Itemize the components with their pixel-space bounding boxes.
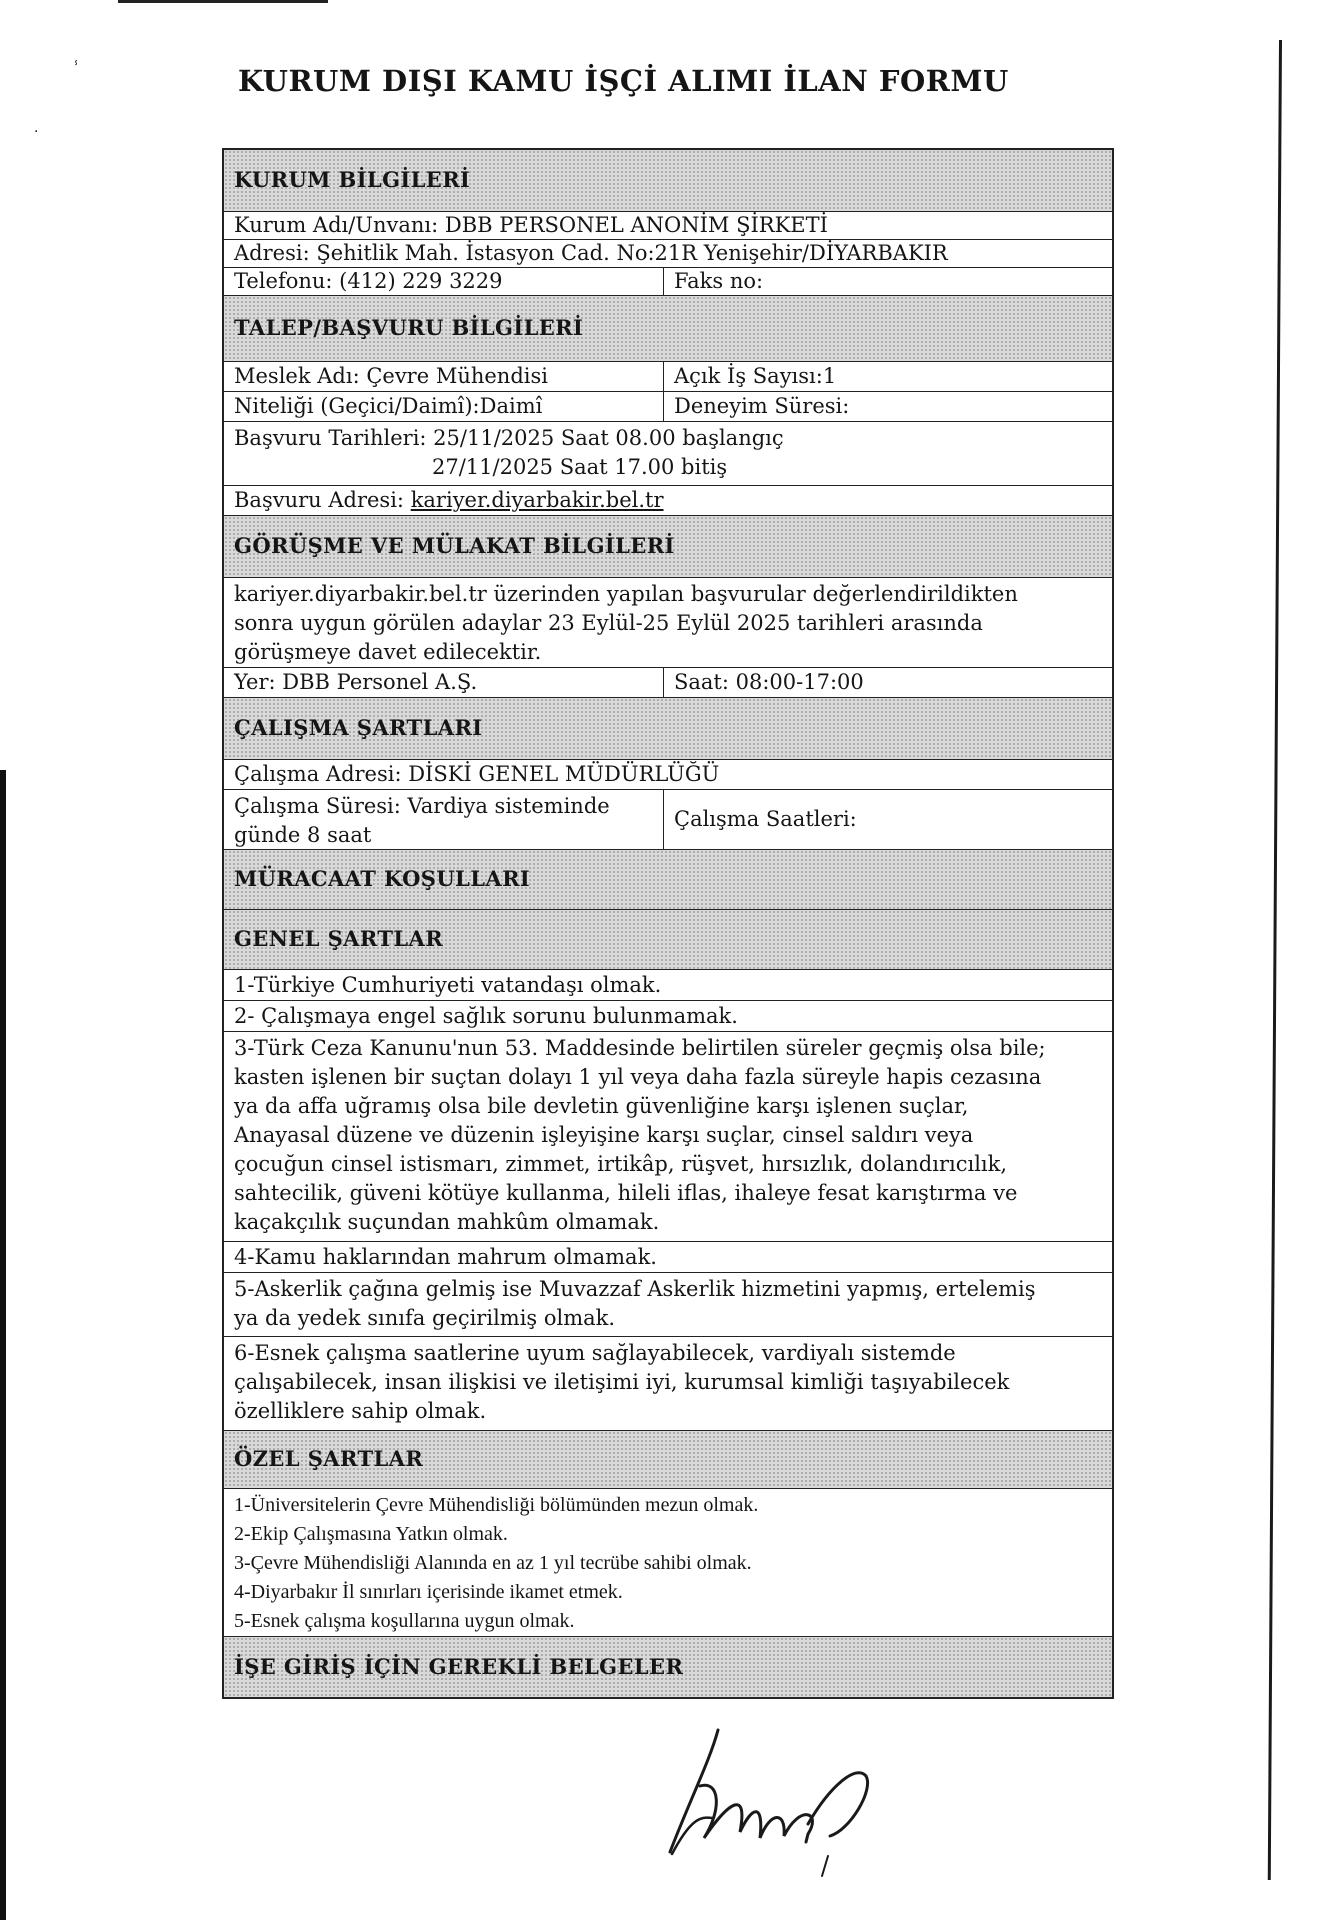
ozel-sart-item: 3-Çevre Mühendisliği Alanında en az 1 yıl tecrübe sahibi olmak. xyxy=(234,1552,752,1574)
genel-sart-5 xyxy=(224,1273,1112,1336)
section-gorusme xyxy=(224,516,1112,578)
section-muracaat xyxy=(224,850,1112,910)
row-genel-4 xyxy=(224,1242,1112,1273)
basvuru-adresi-link[interactable]: kariyer.diyarbakir.bel.tr xyxy=(410,488,664,513)
ozel-sart-item: 2-Ekip Çalışmasına Yatkın olmak. xyxy=(234,1523,508,1545)
row-meslek xyxy=(224,362,1112,392)
row-telefon-faks xyxy=(224,268,1112,296)
row-calisma-suresi xyxy=(224,790,1112,850)
row-kurum-adi xyxy=(224,212,1112,240)
gorusme-line: görüşmeye davet edilecektir. xyxy=(234,640,542,664)
scan-top-line xyxy=(118,0,328,3)
gorusme-yer: Yer: DBB Personel A.Ş. xyxy=(224,668,664,697)
genel-sart-2: 2- Çalışmaya engel sağlık sorunu bulunmamak. xyxy=(234,1003,738,1028)
section-header: KURUM BİLGİLERİ xyxy=(234,167,471,193)
genel-sart-5-line: ya da yedek sınıfa geçirilmiş olmak. xyxy=(234,1306,616,1330)
basvuru-adresi xyxy=(224,486,1112,515)
genel-sart-3-line: çocuğun cinsel istismarı, zimmet, irtikâp, rüşvet, hırsızlık, dolandırıcılık, xyxy=(234,1152,1008,1176)
row-nitelik xyxy=(224,392,1112,422)
form-table xyxy=(222,148,1114,1699)
scan-edge-left xyxy=(0,770,6,1920)
section-header: GENEL ŞARTLAR xyxy=(234,926,444,952)
section-header: TALEP/BAŞVURU BİLGİLERİ xyxy=(234,315,584,341)
row-kurum-adres xyxy=(224,240,1112,268)
ozel-sartlar-list xyxy=(224,1489,1112,1636)
row-calisma-adresi xyxy=(224,760,1112,790)
genel-sart-3 xyxy=(224,1032,1112,1241)
calisma-saatleri: Çalışma Saatleri: xyxy=(674,807,857,832)
ozel-sart-item: 5-Esnek çalışma koşullarına uygun olmak. xyxy=(234,1610,575,1632)
deneyim-suresi: Deneyim Süresi: xyxy=(674,394,850,419)
genel-sart-4: 4-Kamu haklarından mahrum olmamak. xyxy=(234,1244,657,1269)
genel-sart-3-line: 3-Türk Ceza Kanunu'nun 53. Maddesinde belirtilen süreler geçmiş olsa bile; xyxy=(234,1036,1046,1060)
calisma-suresi-line: günde 8 saat xyxy=(234,823,372,847)
genel-sart-3-line: ya da affa uğramış olsa bile devletin güvenliğine karşı işlenen suçlar, xyxy=(234,1094,969,1118)
kurum-adi: Kurum Adı/Unvanı: DBB PERSONEL ANONİM ŞİRKETİ xyxy=(234,213,828,238)
scan-speck: · xyxy=(34,124,39,140)
section-calisma xyxy=(224,698,1112,760)
row-basvuru-tarihleri xyxy=(224,422,1112,486)
genel-sart-6 xyxy=(224,1337,1112,1430)
genel-sart-3-line: kaçakçılık suçundan mahkûm olmamak. xyxy=(234,1210,660,1234)
row-genel-3 xyxy=(224,1032,1112,1242)
scan-edge-right xyxy=(1268,40,1282,1880)
ozel-sart-item: 1-Üniversitelerin Çevre Mühendisliği bölümünden mezun olmak. xyxy=(234,1494,759,1516)
section-ozel xyxy=(224,1431,1112,1489)
basvuru-tarih-baslangic: Başvuru Tarihleri: 25/11/2025 Saat 08.00 başlangıç xyxy=(234,426,784,450)
section-header: GÖRÜŞME VE MÜLAKAT BİLGİLERİ xyxy=(234,533,675,559)
genel-sart-3-line: Anayasal düzene ve düzenin işleyişine karşı suçlar, cinsel saldırı veya xyxy=(234,1123,974,1147)
genel-sart-5-line: 5-Askerlik çağına gelmiş ise Muvazzaf Askerlik hizmetini yapmış, ertelemiş xyxy=(234,1277,1036,1301)
basvuru-tarih-bitis: 27/11/2025 Saat 17.00 bitiş xyxy=(432,455,728,479)
section-kurum xyxy=(224,150,1112,212)
gorusme-line: kariyer.diyarbakir.bel.tr üzerinden yapılan başvurular değerlendirildikten xyxy=(234,582,1018,606)
acik-is-sayisi: Açık İş Sayısı:1 xyxy=(674,364,837,389)
genel-sart-6-line: özelliklere sahip olmak. xyxy=(234,1399,487,1423)
section-header: ÖZEL ŞARTLAR xyxy=(234,1446,424,1472)
gorusme-saat: Saat: 08:00-17:00 xyxy=(674,670,864,695)
ozel-sart-item: 4-Diyarbakır İl sınırları içerisinde ikamet etmek. xyxy=(234,1581,623,1603)
signature-image xyxy=(660,1720,920,1880)
row-genel-1 xyxy=(224,970,1112,1001)
section-talep xyxy=(224,296,1112,362)
section-header: MÜRACAAT KOŞULLARI xyxy=(234,866,531,892)
kurum-adres: Adresi: Şehitlik Mah. İstasyon Cad. No:21R Yenişehir/DİYARBAKIR xyxy=(234,241,948,266)
section-belgeler xyxy=(224,1637,1112,1697)
row-ozel-sartlar xyxy=(224,1489,1112,1637)
kurum-telefon: Telefonu: (412) 229 3229 xyxy=(224,268,664,295)
row-gorusme-aciklama xyxy=(224,578,1112,668)
page-title: KURUM DIŞI KAMU İŞÇİ ALIMI İLAN FORMU xyxy=(238,64,1009,98)
calisma-suresi xyxy=(224,790,664,849)
genel-sart-3-line: sahtecilik, güveni kötüye kullanma, hileli iflas, ihaleye fesat karıştırma ve xyxy=(234,1181,1018,1205)
meslek-adi: Meslek Adı: Çevre Mühendisi xyxy=(224,362,664,391)
genel-sart-6-line: 6-Esnek çalışma saatlerine uyum sağlayabilecek, vardiyalı sistemde xyxy=(234,1341,956,1365)
section-genel xyxy=(224,910,1112,970)
basvuru-tarihleri xyxy=(224,422,1112,485)
row-genel-6 xyxy=(224,1337,1112,1431)
gorusme-aciklama xyxy=(224,578,1112,667)
row-yer-saat xyxy=(224,668,1112,698)
section-header: ÇALIŞMA ŞARTLARI xyxy=(234,715,483,741)
nitelik: Niteliği (Geçici/Daimî):Daimî xyxy=(224,392,664,421)
scan-speck: ⸯ xyxy=(72,62,81,78)
row-genel-5 xyxy=(224,1273,1112,1337)
genel-sart-1: 1-Türkiye Cumhuriyeti vatandaşı olmak. xyxy=(234,972,662,997)
genel-sart-3-line: kasten işlenen bir suçtan dolayı 1 yıl veya daha fazla süreyle hapis cezasına xyxy=(234,1065,1042,1089)
section-header: İŞE GİRİŞ İÇİN GEREKLİ BELGELER xyxy=(234,1653,684,1679)
row-basvuru-adresi xyxy=(224,486,1112,516)
row-genel-2 xyxy=(224,1001,1112,1032)
genel-sart-6-line: çalışabilecek, insan ilişkisi ve iletişimi iyi, kurumsal kimliği taşıyabilecek xyxy=(234,1370,1010,1394)
gorusme-line: sonra uygun görülen adaylar 23 Eylül-25 Eylül 2025 tarihleri arasında xyxy=(234,611,983,635)
basvuru-adresi-label: Başvuru Adresi: xyxy=(234,488,404,513)
calisma-suresi-line: Çalışma Süresi: Vardiya sisteminde xyxy=(234,794,610,818)
kurum-faks: Faks no: xyxy=(674,269,764,294)
calisma-adresi: Çalışma Adresi: DİSKİ GENEL MÜDÜRLÜĞÜ xyxy=(234,762,720,787)
